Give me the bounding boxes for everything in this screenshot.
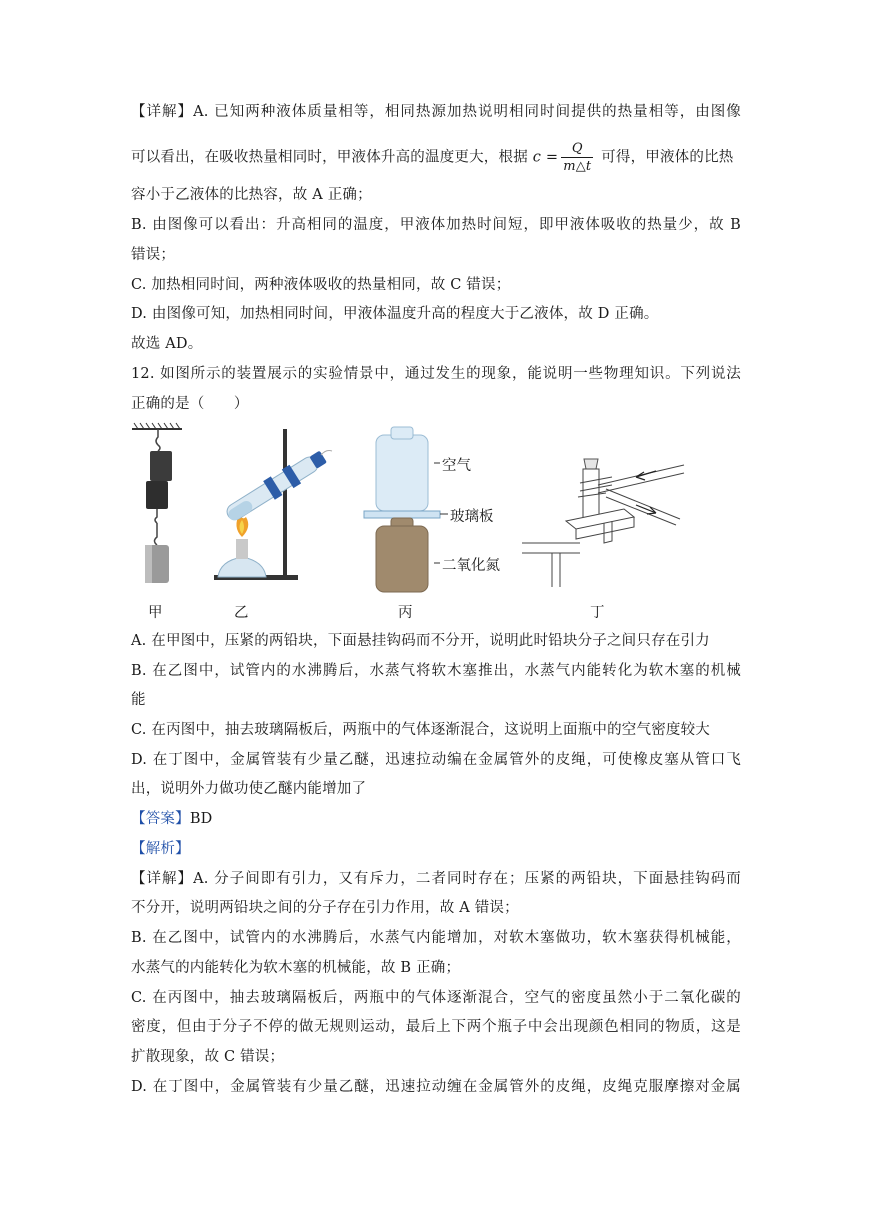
metal-tube-apparatus (522, 459, 684, 587)
detail-tag: 【详解】 (131, 104, 194, 120)
test-tube-apparatus (214, 429, 332, 580)
explain-line-1: 【详解】A. 已知两种液体质量相等，相同热源加热说明相同时间提供的热量相等，由图像 (131, 104, 741, 120)
label-nitrogen-dioxide: 二氧化氮 (442, 558, 500, 574)
label-jia: 甲 (148, 605, 163, 621)
detail-line-5: C. 在丙图中，抽去玻璃隔板后，两瓶中的气体逐渐混合，空气的密度虽然小于二氧化碳的 (131, 990, 741, 1006)
option-d-line-2: 出，说明外力做功使乙醚内能增加了 (131, 781, 367, 797)
detail-line-7: 扩散现象，故 C 错误； (131, 1049, 285, 1065)
specific-heat-formula: $\frac{Q}{m\triangle t}$ (563, 141, 592, 174)
answer-value: BD (189, 811, 213, 827)
detail-line-4: 水蒸气的内能转化为软木塞的机械能，故 B 正确； (131, 960, 461, 976)
label-yi: 乙 (234, 605, 249, 621)
question-12-line-1: 12. 如图所示的装置展示的实验情景中，通过发生的现象，能说明一些物理知识。下列说法 (131, 366, 741, 382)
detail-line-1: 【详解】A. 分子间即有引力，又有斥力，二者同时存在；压紧的两铅块，下面悬挂钩码而 (131, 871, 741, 887)
option-b-line-1: B. 在乙图中，试管内的水沸腾后，水蒸气将软木塞推出，水蒸气内能转化为软木塞的机械 (131, 663, 741, 679)
label-air: 空气 (442, 458, 471, 474)
answer-tag: 【答案】 (131, 811, 190, 827)
label-glass-plate: 玻璃板 (450, 509, 494, 525)
explain-line-2: 可以看出，在吸收热量相同时，甲液体升高的温度更大，根据 c = $\frac{Q}{m\triangle t}$ 可得，甲液体的比热 (131, 141, 734, 174)
option-b-line-2: 能 (131, 692, 146, 708)
explain-line-7: D. 由图像可知，加热相同时间，甲液体温度升高的程度大于乙液体，故 D 正确。 (131, 306, 659, 322)
gas-diffusion-apparatus (364, 427, 448, 592)
explain-line-8: 故选 AD。 (131, 336, 203, 352)
label-ding: 丁 (590, 605, 605, 621)
option-a: A. 在甲图中，压紧的两铅块，下面悬挂钩码而不分开，说明此时铅块分子之间只存在引力 (131, 633, 710, 649)
detail-line-2: 不分开，说明两铅块之间的分子存在引力作用，故 A 错误； (131, 900, 519, 916)
option-c: C. 在丙图中，抽去玻璃隔板后，两瓶中的气体逐渐混合，这说明上面瓶中的空气密度较大 (131, 722, 710, 738)
explain-line-3: 容小于乙液体的比热容，故 A 正确； (131, 187, 372, 203)
explain-line-5: 错误； (131, 247, 176, 263)
analysis-line (131, 839, 741, 859)
answer-line (131, 809, 741, 829)
analysis-tag: 【解析】 (131, 841, 190, 857)
detail-line-3: B. 在乙图中，试管内的水沸腾后，水蒸气内能增加，对软木塞做功，软木塞获得机械能， (131, 930, 741, 946)
explain-line-6: C. 加热相同时间，两种液体吸收的热量相同，故 C 错误； (131, 277, 511, 293)
experiment-figure (128, 421, 728, 626)
lead-blocks-apparatus (132, 423, 182, 583)
formula-lhs: c = (532, 149, 559, 166)
detail-line-8: D. 在丁图中，金属管装有少量乙醚，迅速拉动缠在金属管外的皮绳，皮绳克服摩擦对金属 (131, 1079, 741, 1095)
option-d-line-1: D. 在丁图中，金属管装有少量乙醚，迅速拉动编在金属管外的皮绳，可使橡皮塞从管口飞 (131, 752, 741, 768)
detail-tag-2: 【详解】 (131, 871, 194, 887)
label-bing: 丙 (398, 605, 413, 621)
detail-line-6: 密度，但由于分子不停的做无规则运动，最后上下两个瓶子中会出现颜色相同的物质，这是 (131, 1019, 741, 1035)
explain-line-4: B. 由图像可以看出：升高相同的温度，甲液体加热时间短，即甲液体吸收的热量少，故 B (131, 217, 741, 233)
experiment-illustrations (128, 421, 728, 626)
question-12-line-2: 正确的是（ ） (131, 396, 249, 412)
